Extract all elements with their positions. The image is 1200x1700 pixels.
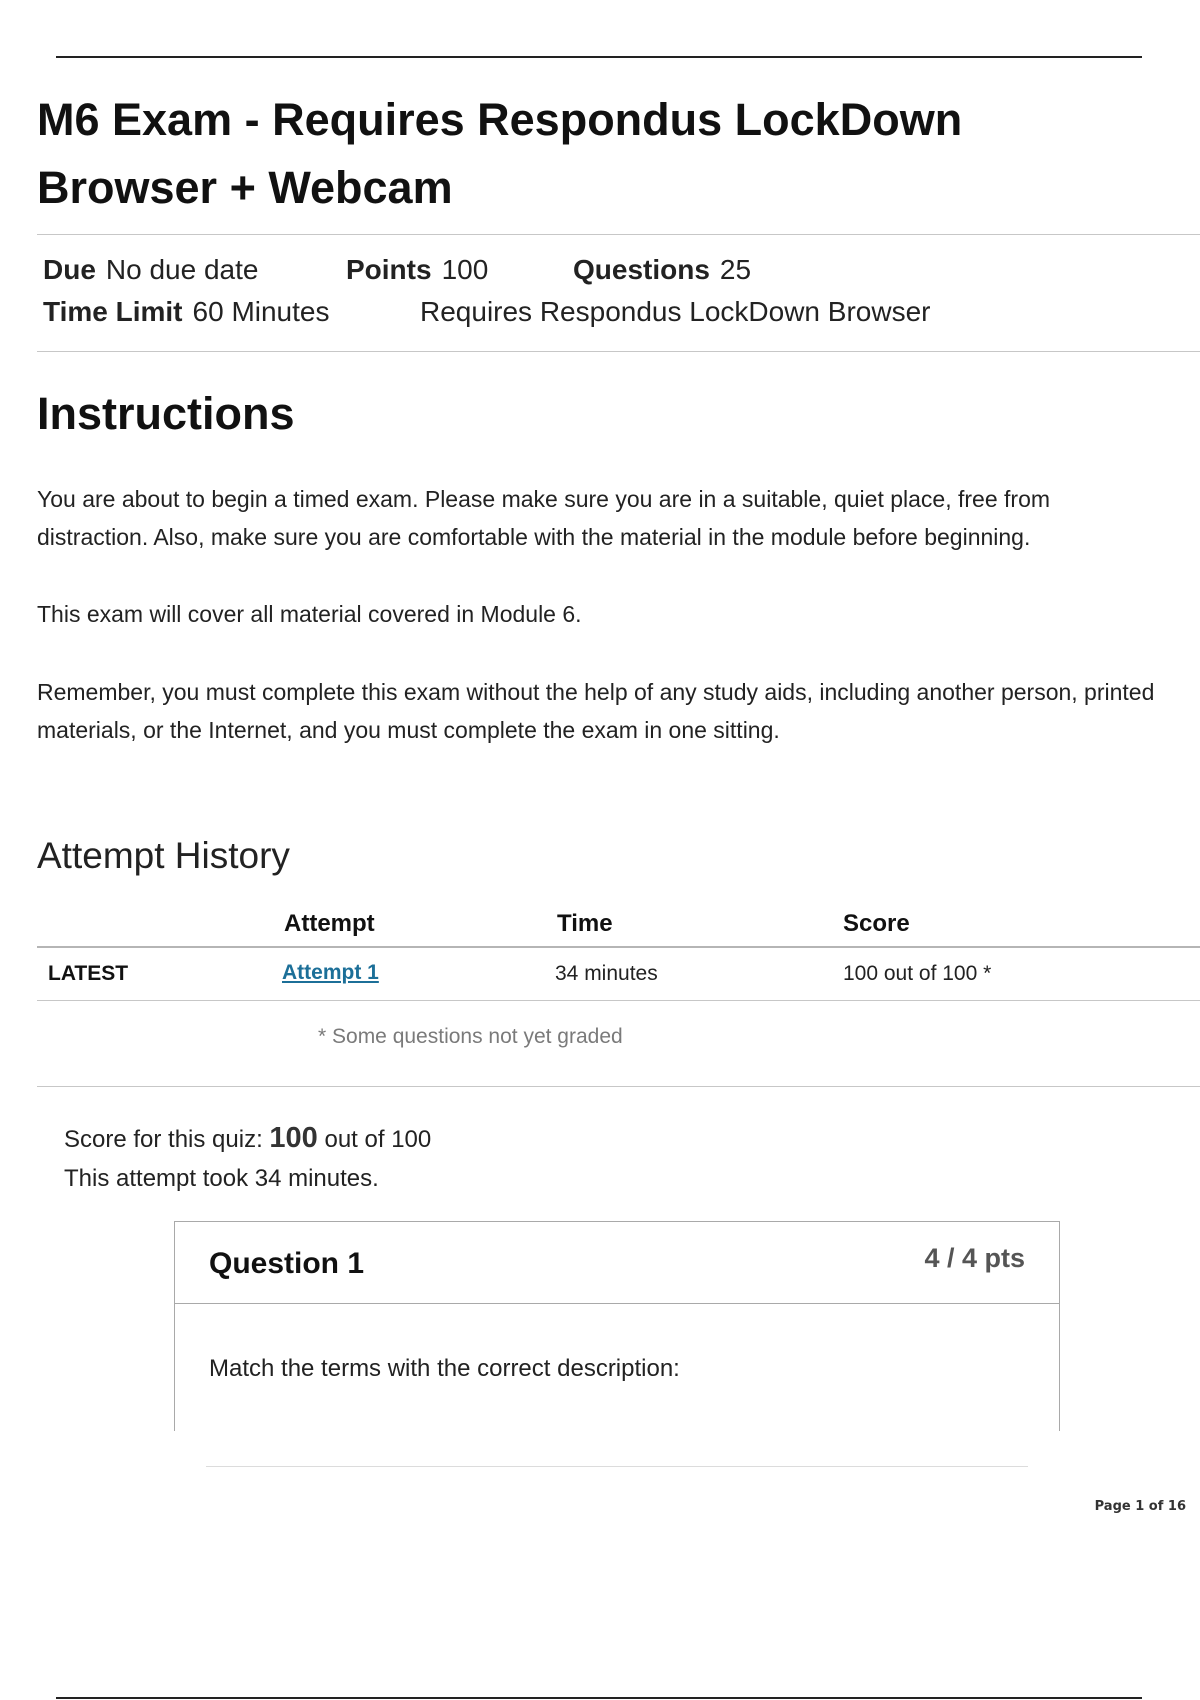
- table-row: [0, 946, 1200, 1000]
- instructions-paragraph: This exam will cover all material covered in Module 6.: [37, 601, 582, 627]
- due-label: Due: [43, 254, 96, 285]
- page-number: Page 1 of 16: [1094, 1499, 1186, 1514]
- divider: [206, 1466, 1028, 1467]
- questions-label: Questions: [573, 254, 710, 285]
- latest-label: LATEST: [48, 962, 129, 985]
- points-label: Points: [346, 254, 432, 285]
- score-value: 100: [269, 1122, 318, 1154]
- lockdown-note: Requires Respondus LockDown Browser: [420, 296, 931, 327]
- column-header-time: Time: [557, 910, 613, 937]
- divider: [37, 351, 1200, 352]
- time-limit-value: 60 Minutes: [192, 296, 330, 327]
- attempt-1-link[interactable]: Attempt 1: [282, 961, 379, 984]
- column-header-score: Score: [843, 910, 910, 937]
- question-card: [174, 1221, 1060, 1431]
- page-title: M6 Exam - Requires Respondus LockDown Browser + Webcam: [37, 94, 963, 213]
- score-suffix: out of 100: [324, 1126, 432, 1153]
- due-value: No due date: [105, 254, 259, 285]
- question-header: [175, 1222, 1059, 1304]
- question-points: 4 / 4 pts: [924, 1243, 1025, 1273]
- score-prefix: Score for this quiz:: [64, 1126, 263, 1153]
- column-header-attempt: Attempt: [284, 910, 375, 937]
- divider: [37, 1000, 1200, 1001]
- grading-footnote: * Some questions not yet graded: [318, 1025, 623, 1048]
- points-value: 100: [441, 254, 489, 285]
- instructions-paragraph: Remember, you must complete this exam without the help of any study aids, including another person, printed materials, or the Internet, and you must complete the exam in one sitting.: [37, 679, 1155, 743]
- attempt-time: 34 minutes: [555, 962, 658, 985]
- attempt-history-heading: Attempt History: [37, 835, 290, 876]
- score-summary: [64, 1122, 431, 1155]
- instructions-paragraph: You are about to begin a timed exam. Please make sure you are in a suitable, quiet place, free from distraction. Also, make sure you are comfortable with the material in the module before beginning.: [37, 486, 1051, 550]
- question-text: Match the terms with the correct description:: [209, 1355, 680, 1382]
- attempt-score: 100 out of 100 *: [843, 962, 992, 985]
- time-limit-label: Time Limit: [43, 296, 183, 327]
- questions-field: [573, 254, 751, 286]
- points-field: [346, 254, 488, 286]
- due-field: [43, 254, 258, 286]
- attempt-duration: This attempt took 34 minutes.: [64, 1165, 379, 1192]
- instructions-heading: Instructions: [37, 388, 295, 439]
- divider: [37, 1086, 1200, 1087]
- questions-value: 25: [719, 254, 752, 285]
- time-limit-field: [43, 296, 329, 328]
- question-title: Question 1: [209, 1247, 365, 1280]
- divider: [37, 234, 1200, 235]
- bottom-rule: [56, 1697, 1142, 1699]
- top-rule: [56, 56, 1142, 58]
